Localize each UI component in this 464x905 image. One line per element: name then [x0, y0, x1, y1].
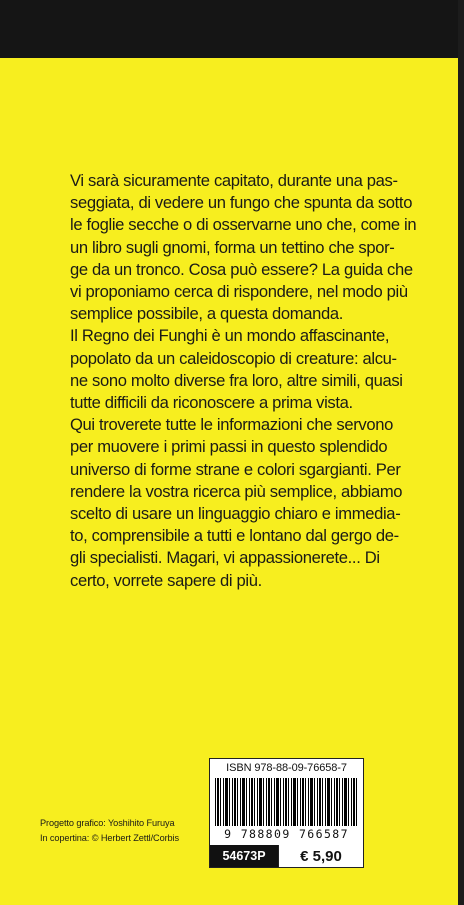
blurb-line: per muovere i primi passi in questo splendido	[70, 437, 388, 457]
blurb-line: ge da un tronco. Cosa può essere? La guida che	[70, 259, 413, 279]
blurb-line: tutte difficili da riconoscere a prima vista.	[70, 393, 353, 413]
blurb-line: Qui troverete tutte le informazioni che servono	[70, 415, 393, 435]
blurb-line: rendere la vostra ricerca più semplice, abbiamo	[70, 481, 403, 501]
blurb-paragraph-3	[70, 414, 442, 592]
blurb-line: Il Regno dei Funghi è un mondo affascinante,	[70, 326, 390, 346]
blurb-line: Vi sarà sicuramente capitato, durante una pas-	[70, 171, 398, 190]
design-credit: Progetto grafico: Yoshihito Furuya	[40, 818, 175, 828]
credits	[40, 816, 179, 846]
blurb-paragraph-1	[70, 170, 442, 325]
blurb-line: un libro sugli gnomi, forma un tettino che spor-	[70, 237, 395, 257]
blurb-line: semplice possibile, a questa domanda.	[70, 304, 344, 324]
blurb-line: ne sono molto diverse fra loro, altre simili, quasi	[70, 370, 403, 390]
price-label: € 5,90	[278, 845, 363, 867]
blurb-line: certo, vorrete sapere di più.	[70, 570, 262, 590]
blurb-line: le foglie secche o di osservarne uno che, come in	[70, 215, 417, 235]
top-dark-band	[0, 0, 464, 58]
barcode-digits: 9 788809 766587	[224, 827, 349, 841]
cover-photo-credit: In copertina: © Herbert Zettl/Corbis	[40, 833, 179, 843]
blurb-line: scelto di usare un linguaggio chiaro e immedia-	[70, 504, 401, 524]
barcode-bars	[215, 778, 358, 826]
blurb-text	[70, 170, 442, 592]
barcode-box	[209, 758, 364, 868]
right-edge-shadow	[458, 0, 464, 905]
isbn-label: ISBN 978-88-09-76658-7	[226, 762, 347, 774]
barcode-footer	[210, 845, 363, 867]
blurb-paragraph-2	[70, 325, 442, 414]
product-code: 54673P	[210, 845, 278, 867]
blurb-line: vi proponiamo cerca di rispondere, nel modo più	[70, 282, 408, 302]
blurb-line: gli specialisti. Magari, vi appassionerete... Di	[70, 548, 380, 568]
blurb-line: universo di forme strane e colori sgargianti. Per	[70, 459, 401, 479]
blurb-line: popolato da un caleidoscopio di creature: alcu-	[70, 348, 397, 368]
blurb-line: seggiata, di vedere un fungo che spunta da sotto	[70, 193, 413, 213]
blurb-line: to, comprensibile a tutti e lontano dal gergo de-	[70, 526, 399, 546]
